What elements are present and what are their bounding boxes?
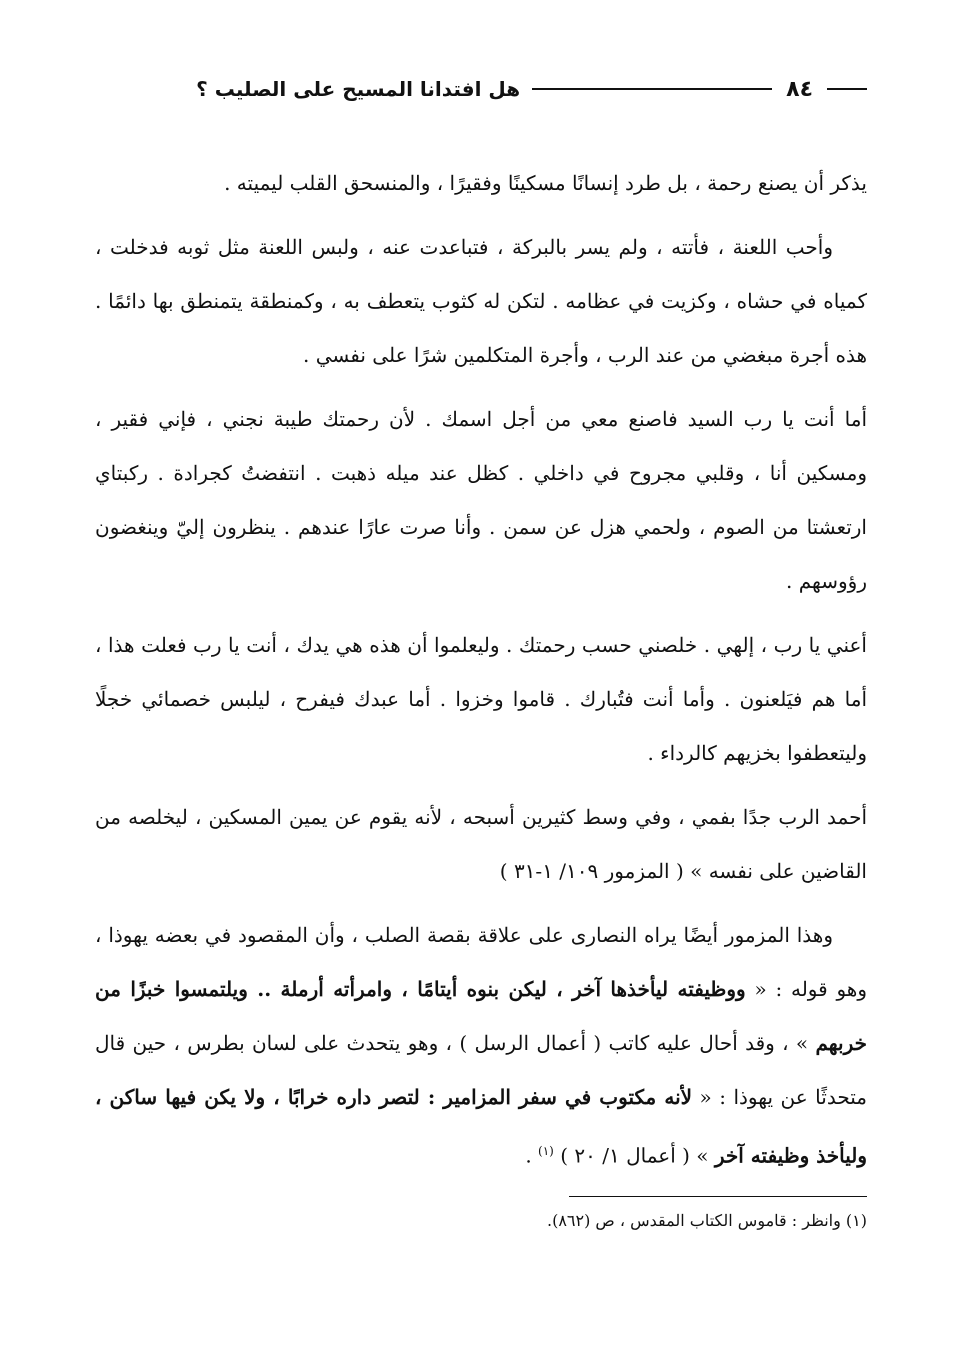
- header-rule-short: [827, 88, 867, 90]
- paragraph: أما أنت يا رب السيد فاصنع معي من أجل اسمك . لأن رحمتك طيبة نجني ، فإني فقير ، ومسكين أنا ، وقلبي مجروح في داخلي . كظل عند ميله ذهبت . انتفضتُ كجرادة . ركبتاي ارتعشتا من الصوم ، ولحمي هزل عن سمن . وأنا صرت عارًا عندهم . ينظرون إليّ وينغضون رؤوسهم .: [95, 407, 867, 593]
- main-text: [95, 156, 867, 1193]
- quoted-verse: لأنه مكتوب في سفر المزامير : لتصر داره خرابًا ، ولا يكن فيها ساكن ، وليأخذ وظيفته آخر: [95, 1085, 867, 1168]
- header-rule-long: [532, 88, 772, 90]
- paragraph: وأحب اللعنة ، فأتته ، ولم يسر بالبركة ، فتباعدت عنه ، ولبس اللعنة مثل ثوبه فدخلت ، كمياه في حشاه ، وكزيت في عظامه . لتكن له كثوب يتعطف به ، وكمنطقة يتمنطق بها دائمًا . هذه أجرة مبغضي من عند الرب ، وأجرة المتكلمين شرًا على نفسي .: [95, 235, 867, 367]
- footnote-reference: (١): [538, 1144, 554, 1158]
- text-run: وهذا المزمور أيضًا يراه النصارى على علاقة بقصة الصلب ، وأن المقصود في بعضه يهوذا ، وهو قوله : «: [95, 923, 867, 1001]
- paragraph: يذكر أن يصنع رحمة ، بل طرد إنسانًا مسكينًا وفقيرًا ، والمنسحق القلب ليميته .: [224, 171, 867, 195]
- running-header: [95, 74, 867, 104]
- text-run: .: [525, 1143, 539, 1168]
- footnote-rule: [569, 1196, 867, 1197]
- text-run: » ( أعمال ١/ ٢٠ ): [553, 1143, 715, 1168]
- paragraph-final: [95, 908, 867, 1183]
- book-page: [95, 0, 867, 1360]
- footnote: (١) وانظر : قاموس الكتاب المقدس ، ص (٨٦٢).: [546, 1211, 867, 1230]
- page-number: ٨٤: [786, 76, 813, 102]
- text-run: » ، وقد أحال عليه كاتب ( أعمال الرسل ) ، وهو يتحدث على لسان بطرس ، حين قال متحدثًا عن يهوذا : «: [95, 1031, 867, 1109]
- paragraph: أعني يا رب ، إلهي . خلصني حسب رحمتك . وليعلموا أن هذه هي يدك ، أنت يا رب فعلت هذا ، أما هم فيَلعنون . وأما أنت فتُبارك . قاموا وخزوا . أما عبدك فيفرح ، ليلبس خصمائي خجلًا وليتعطفوا بخزيهم كالرداء .: [95, 633, 868, 765]
- quoted-verse: ووظيفته ليأخذها آخر ، ليكن بنوه أيتامًا ، وامرأته أرملة .. ويلتمسوا خبزًا من خربهم: [95, 977, 867, 1055]
- running-title: هل افتدانا المسيح على الصليب ؟: [196, 77, 521, 101]
- paragraph: أحمد الرب جدًا بفمي ، وفي وسط كثيرين أسبحه ، لأنه يقوم عن يمين المسكين ، ليخلصه من القاضين على نفسه » ( المزمور ١٠٩/ ١-٣١ ): [95, 805, 867, 883]
